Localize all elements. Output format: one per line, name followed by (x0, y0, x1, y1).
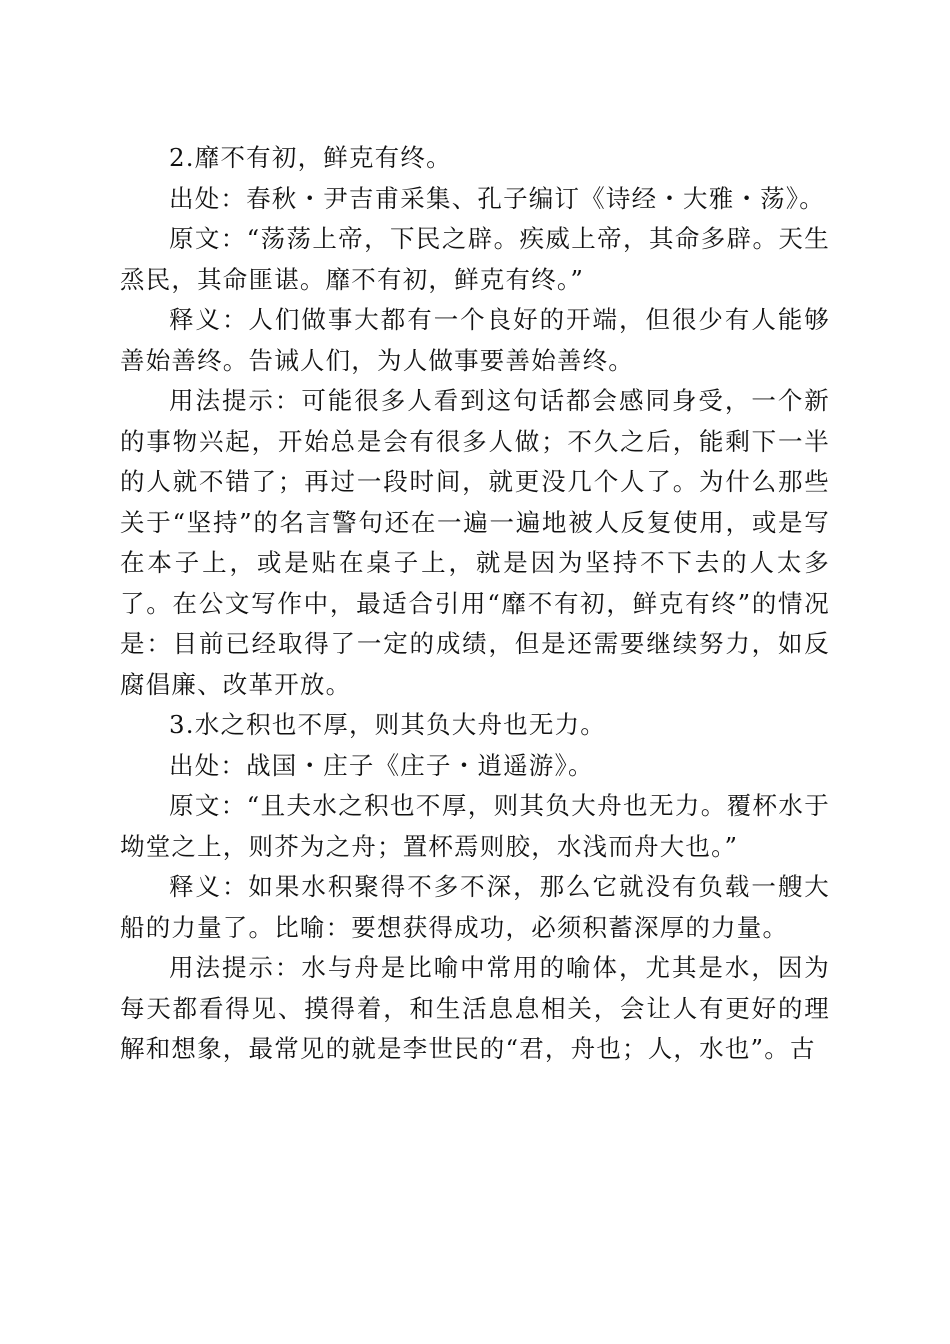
section-2-source: 出处：春秋・尹吉甫采集、孔子编订《诗经・大雅・荡》。 (169, 183, 825, 213)
section-3-original-text: 原文：“且夫水之积也不厚，则其负大舟也无力。覆杯水于坳堂之上，则芥为之舟；置杯焉则胶，水浅而舟大也。” (120, 791, 830, 861)
section-2-meaning: 释义：人们做事大都有一个良好的开端，但很少有人能够善始善终。告诫人们，为人做事要善始善终。 (120, 305, 830, 375)
section-3-source: 出处：战国・庄子《庄子・逍遥游》。 (169, 750, 594, 780)
section-3-usage-tip: 用法提示：水与舟是比喻中常用的喻体，尤其是水，因为每天都看得见、摸得着，和生活息息相关，会让人有更好的理解和想象，最常见的就是李世民的“君，舟也；人，水也”。古 (120, 953, 830, 1063)
section-3-title: 3.水之积也不厚，则其负大舟也无力。 (169, 710, 606, 739)
section-3-meaning: 释义：如果水积聚得不多不深，那么它就没有负载一艘大船的力量了。比喻：要想获得成功，必须积蓄深厚的力量。 (120, 872, 830, 942)
section-2-usage-tip: 用法提示：可能很多人看到这句话都会感同身受，一个新的事物兴起，开始总是会有很多人做；不久之后，能剩下一半的人就不错了；再过一段时间，就更没几个人了。为什么那些关于“坚持”的名言警句还在一遍一遍地被人反复使用，或是写在本子上，或是贴在桌子上，就是因为坚持不下去的人太多了。在公文写作中，最适合引用“靡不有初，鲜克有终”的情况是：目前已经取得了一定的成绩，但是还需要继续努力，如反腐倡廉、改革开放。 (120, 386, 830, 699)
section-2-title: 2.靡不有初，鲜克有终。 (169, 143, 452, 172)
document-page (120, 138, 830, 1070)
section-2-original-text: 原文：“荡荡上帝，下民之辟。疾威上帝，其命多辟。天生烝民，其命匪谌。靡不有初，鲜克有终。” (120, 224, 830, 294)
